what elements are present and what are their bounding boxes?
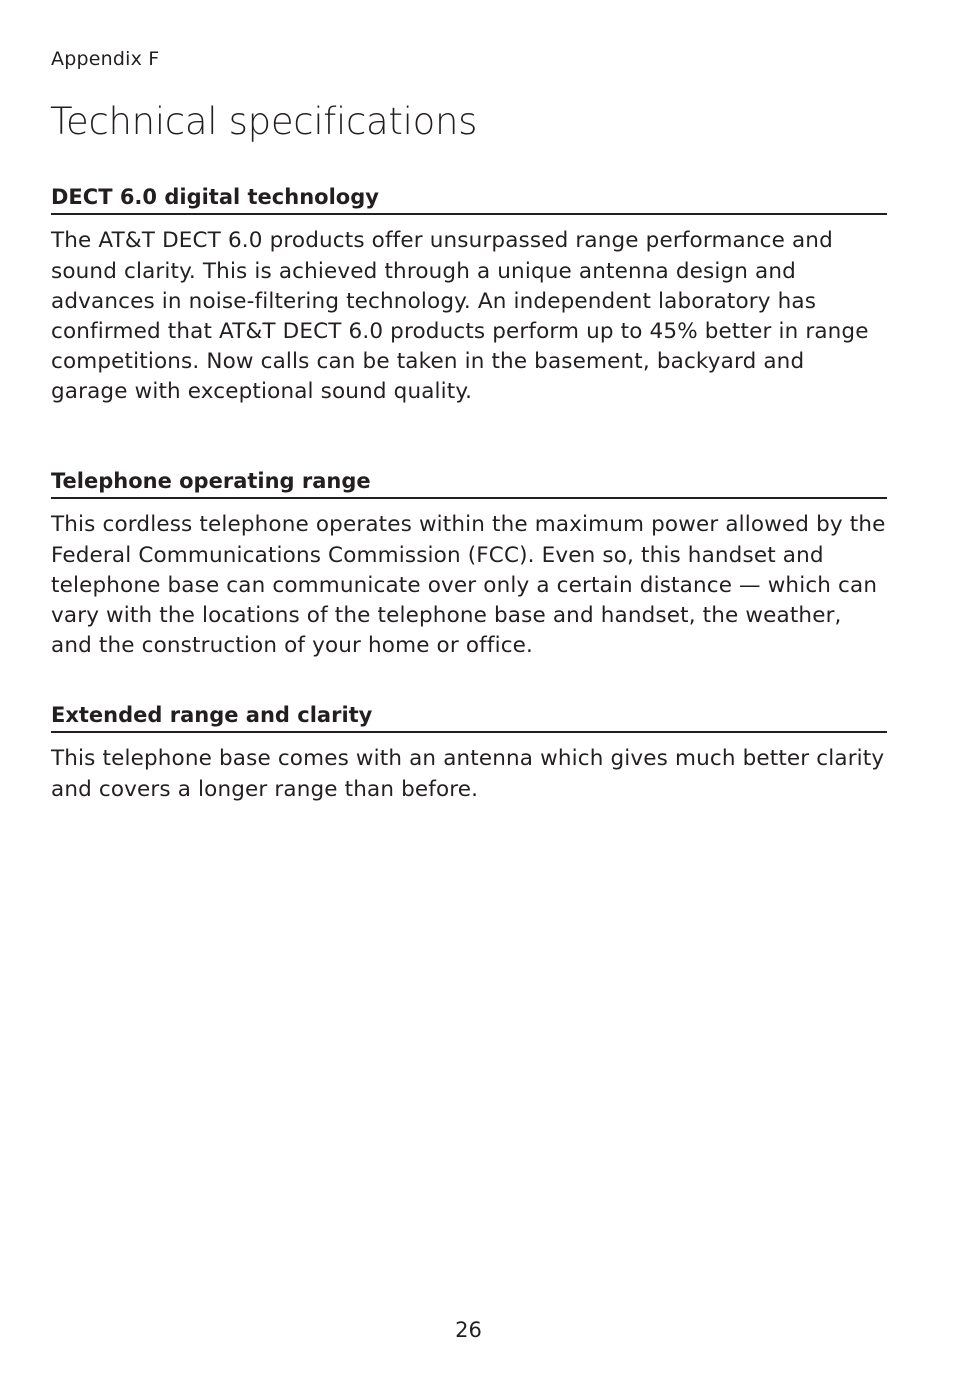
section-extended-range <box>51 702 887 805</box>
appendix-label: Appendix F <box>51 48 160 70</box>
section-body: The AT&T DECT 6.0 products offer unsurpassed range performance and sound clarity. This is achieved through a unique antenna design and advances in noise-filtering technology. An independent laboratory has confirmed that AT&T DECT 6.0 products perform up to 45% better in range competitions. Now calls can be taken in the basement, backyard and garage with exceptional sound quality. <box>51 228 869 405</box>
section-operating-range <box>51 468 887 661</box>
page-number: 26 <box>455 1318 482 1342</box>
section-body: This cordless telephone operates within the maximum power allowed by the Federal Communications Commission (FCC). Even so, this handset and telephone base can communicate over only a certain distance — which can vary with the locations of the telephone base and handset, the weather, and the construction of your home or office. <box>51 512 886 659</box>
section-dect-technology <box>51 184 887 408</box>
section-heading: Extended range and clarity <box>51 702 887 733</box>
page-title: Technical specifications <box>50 100 478 143</box>
section-body: This telephone base comes with an antenna which gives much better clarity and covers a longer range than before. <box>51 746 885 802</box>
section-heading: DECT 6.0 digital technology <box>51 184 887 215</box>
section-heading: Telephone operating range <box>51 468 887 499</box>
